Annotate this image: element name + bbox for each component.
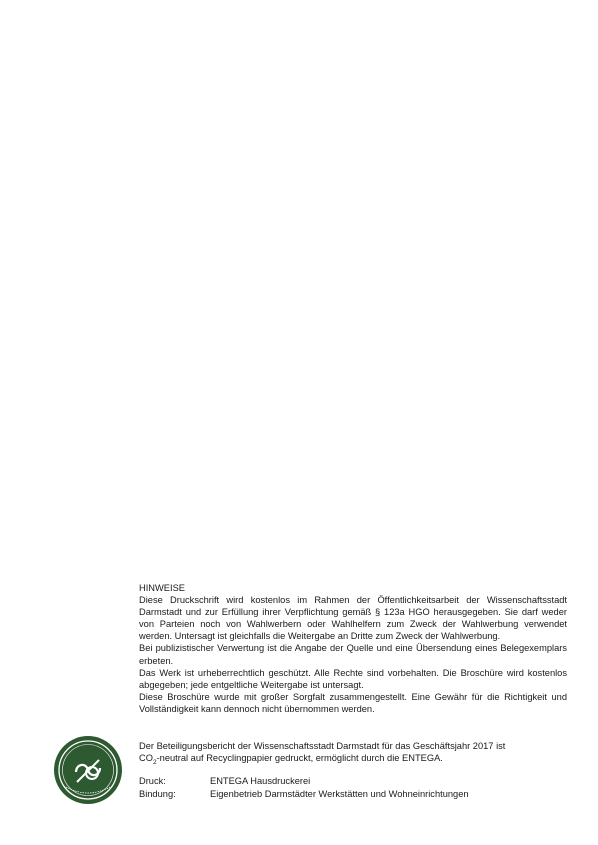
credit-row-binding bbox=[139, 788, 469, 801]
notes-paragraph: Bei publizistischer Verwertung ist die Angabe der Quelle und eine Übersendung eines Belegexemplars erbeten. bbox=[139, 643, 567, 666]
footer-note bbox=[139, 740, 567, 764]
credits bbox=[139, 775, 469, 800]
credit-row-print bbox=[139, 775, 469, 788]
co2-neutral-seal-icon bbox=[53, 735, 123, 805]
credit-value: Eigenbetrieb Darmstädter Werkstätten und Wohneinrichtungen bbox=[210, 788, 469, 799]
notes-heading: HINWEISE bbox=[139, 583, 185, 593]
footer-line-2-rest: -neutral auf Recyclingpapier gedruckt, ermöglicht durch die ENTEGA. bbox=[156, 753, 443, 764]
notes-paragraph: Das Werk ist urheberrechtlich geschützt. Alle Rechte sind vorbehalten. Die Broschüre wird kostenlos abgegeben; jede entgeltliche Weitergabe ist untersagt. bbox=[139, 667, 567, 690]
credit-label: Bindung: bbox=[139, 788, 176, 799]
co2-subscript: 2 bbox=[152, 758, 157, 766]
co2-prefix: CO bbox=[139, 753, 153, 764]
footer-line-2 bbox=[139, 752, 567, 764]
credit-label: Druck: bbox=[139, 776, 166, 786]
credit-value: ENTEGA Hausdruckerei bbox=[210, 776, 311, 786]
footer-line-1: Der Beteiligungsbericht der Wissenschaftsstadt Darmstadt für das Geschäftsjahr 2017 ist bbox=[139, 741, 506, 751]
notes-paragraph: Diese Druckschrift wird kostenlos im Rahmen der Öffentlichkeitsarbeit der Wissenschaftsstadt Darmstadt und zur Erfüllung ihrer Verpflichtung gemäß § 123a HGO herausgegeben. Sie darf weder von Parteien noch von Wahlwerbern oder Wahlhelfern zum Zweck der Wahlwerbung verwendet werden. Untersagt ist gleichfalls die Weitergabe an Dritte zum Zweck der Wahlwerbung. bbox=[139, 595, 567, 642]
notes-paragraph: Diese Broschüre wurde mit großer Sorgfalt zusammengestellt. Eine Gewähr für die Richtigkeit und Vollständigkeit kann dennoch nicht übernommen werden. bbox=[139, 691, 567, 714]
notes-section bbox=[139, 582, 567, 715]
